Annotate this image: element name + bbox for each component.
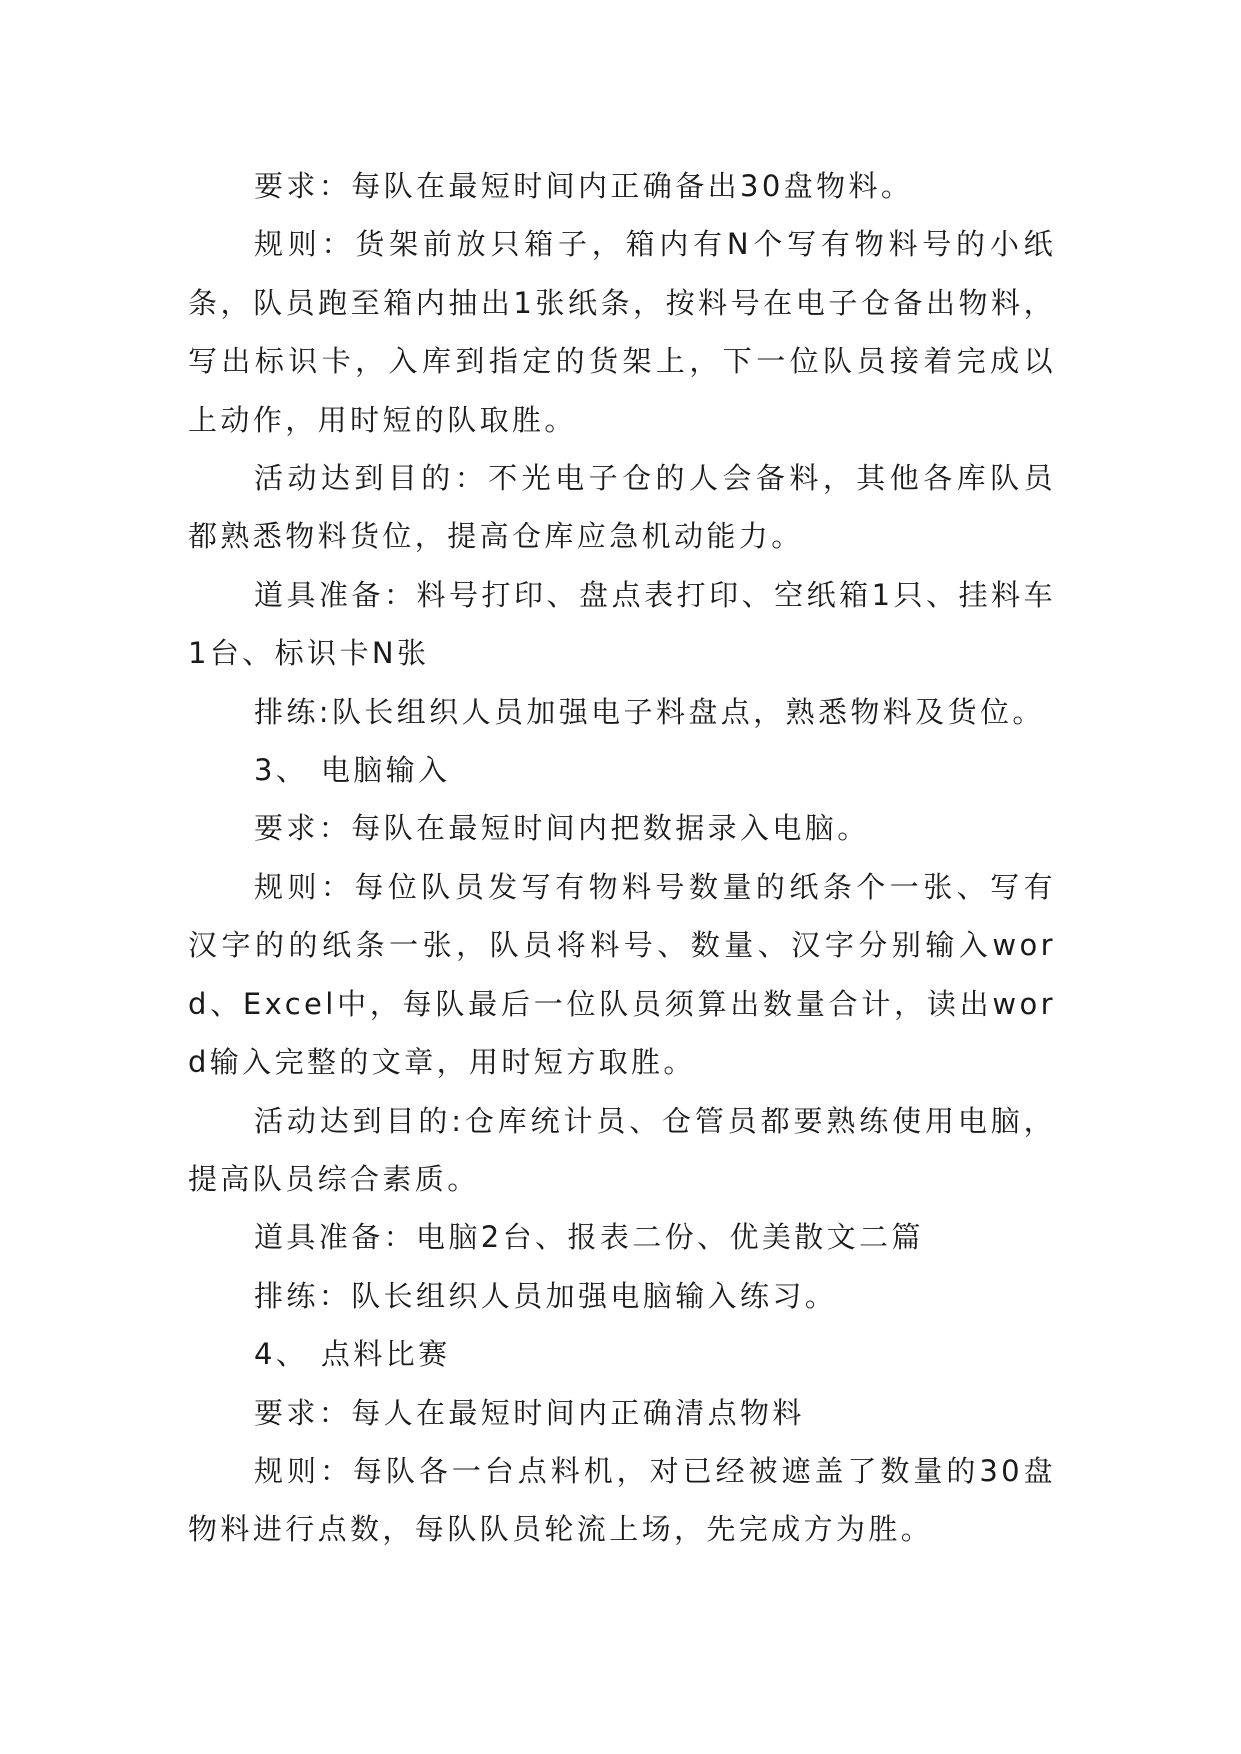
paragraph-rules-2: 规则：每位队员发写有物料号数量的纸条个一张、写有汉字的的纸条一张，队员将料号、数量、汉字分别输入word、Excel中，每队最后一位队员须算出数量合计，读出word输入完整的文章，用时短方取胜。 (188, 869, 1056, 1080)
paragraph-requirement-3: 要求：每人在最短时间内正确清点物料 (254, 1395, 805, 1430)
paragraph-props-2: 道具准备：电脑2台、报表二份、优美散文二篇 (254, 1220, 924, 1255)
paragraph-rules-1: 规则：货架前放只箱子，箱内有N个写有物料号的小纸条，队员跑至箱内抽出1张纸条，按料号在电子仓备出物料，写出标识卡，入库到指定的货架上，下一位队员接着完成以上动作，用时短的队取胜。 (188, 227, 1056, 437)
paragraph-requirement-1: 要求：每队在最短时间内正确备出30盘物料。 (254, 169, 914, 203)
section-heading-counting-contest: 4、 点料比赛 (254, 1337, 451, 1372)
paragraph-rules-3: 规则：每队各一台点料机，对已经被遮盖了数量的30盘物料进行点数，每队队员轮流上场，先完成方为胜。 (188, 1453, 1056, 1547)
paragraph-goal-1: 活动达到目的：不光电子仓的人会备料，其他各库队员都熟悉物料货位，提高仓库应急机动能力。 (188, 461, 1056, 554)
paragraph-rehearsal-1: 排练:队长组织人员加强电子料盘点，熟悉物料及货位。 (254, 694, 1045, 729)
document-body (188, 157, 1056, 1559)
paragraph-requirement-2: 要求：每队在最短时间内把数据录入电脑。 (254, 811, 870, 846)
paragraph-goal-2: 活动达到目的:仓库统计员、仓管员都要熟练使用电脑，提高队员综合素质。 (188, 1103, 1056, 1196)
section-heading-computer-input: 3、 电脑输入 (254, 753, 451, 788)
paragraph-props-1: 道具准备：料号打印、盘点表打印、空纸箱1只、挂料车1台、标识卡N张 (188, 577, 1056, 671)
paragraph-rehearsal-2: 排练：队长组织人员加强电脑输入练习。 (254, 1278, 838, 1313)
